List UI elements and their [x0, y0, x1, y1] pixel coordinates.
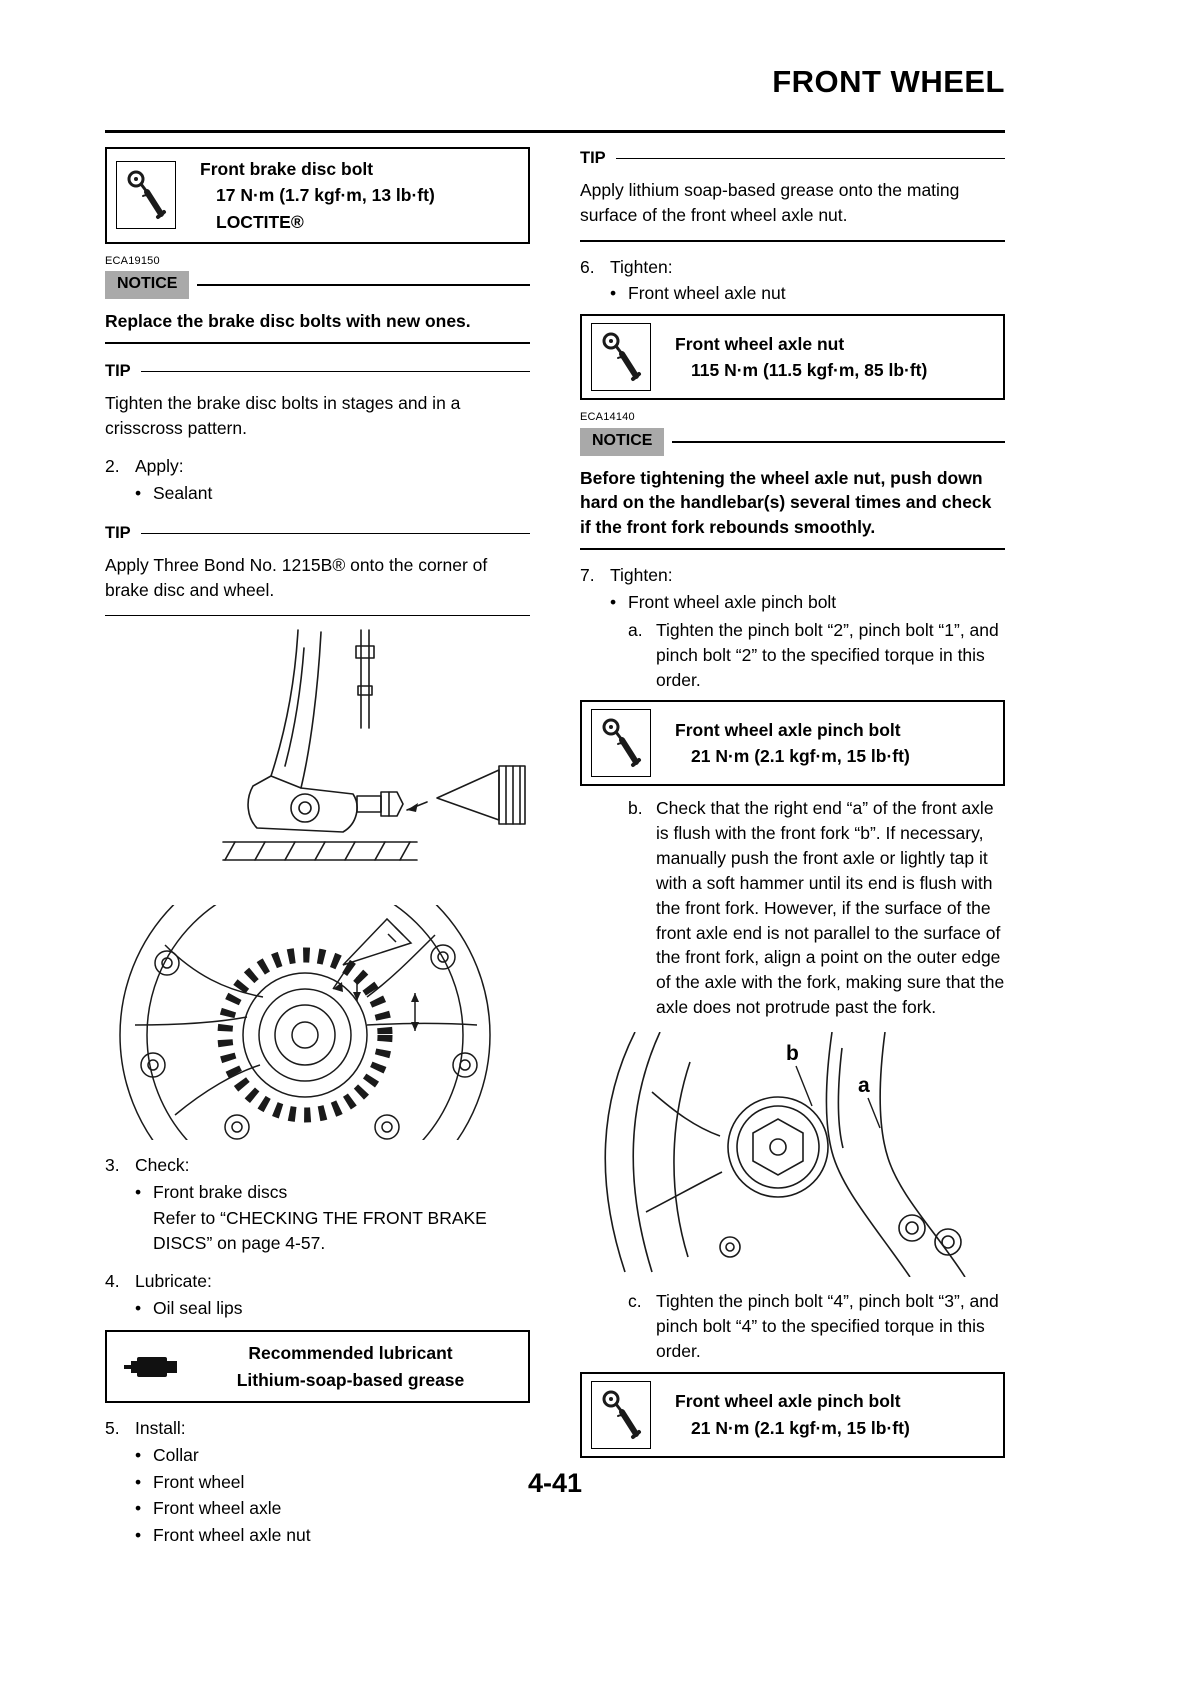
notice-badge: NOTICE	[580, 428, 664, 456]
step-title: Tighten:	[610, 256, 673, 277]
list-item	[105, 481, 530, 506]
notice-header	[580, 428, 1005, 456]
torque-wrench-icon	[591, 1381, 651, 1449]
spec-item-name: Front brake disc bolt	[200, 159, 374, 179]
step-number: 4.	[105, 1270, 120, 1291]
list-item-label: Front wheel axle nut	[153, 1525, 311, 1546]
header-divider	[105, 130, 1005, 133]
lubricant-spec-box	[105, 1330, 530, 1403]
step-5	[105, 1416, 530, 1441]
step-title: Install:	[135, 1417, 186, 1438]
notice-header	[105, 271, 530, 299]
list-item-label: Collar	[153, 1444, 199, 1465]
notice-rule	[672, 441, 1005, 443]
figure-label-b: b	[786, 1041, 799, 1065]
list-item	[580, 281, 1005, 306]
page-number: 4-41	[527, 1468, 583, 1498]
bullet-icon: •	[135, 1471, 142, 1492]
torque-spec-box-brake-disc	[105, 147, 530, 244]
spec-item-name: Front wheel axle pinch bolt	[675, 1391, 901, 1412]
spec-compound: LOCTITE®	[216, 211, 304, 232]
tip-rule	[141, 533, 530, 535]
notice-rule	[197, 284, 530, 286]
list-item	[580, 590, 1005, 615]
tip-label: TIP	[580, 149, 606, 167]
spec-torque-value: 115 N·m (11.5 kgf·m, 85 lb·ft)	[691, 360, 928, 381]
list-item	[105, 1296, 530, 1321]
axle-end-illustration	[580, 1032, 1005, 1277]
grease-gun-icon	[113, 1351, 191, 1383]
step-number: 3.	[105, 1155, 120, 1176]
spec-text-block	[651, 331, 997, 384]
step-title: Lubricate:	[135, 1270, 212, 1291]
step-3	[105, 1153, 530, 1178]
page-header	[105, 0, 1005, 100]
tip-header	[580, 147, 1005, 170]
tip-label: TIP	[105, 361, 131, 380]
torque-wrench-icon	[116, 161, 176, 229]
figure-label-a: a	[858, 1073, 870, 1097]
step-title: Check:	[135, 1155, 190, 1176]
spec-text-block	[651, 1388, 997, 1441]
step-6	[580, 255, 1005, 280]
spec-item-name: Front wheel axle pinch bolt	[675, 720, 901, 741]
torque-wrench-icon	[591, 323, 651, 391]
substep-text: Tighten the pinch bolt “4”, pinch bolt “3”, and pinch bolt “4” to the specified torque in this order.	[656, 1290, 999, 1361]
step-number: 2.	[105, 456, 120, 477]
substep-b	[580, 796, 1005, 1020]
list-item-label: Front wheel	[153, 1471, 245, 1492]
left-column	[105, 147, 530, 1548]
substep-text: Check that the right end “a” of the front axle is flush with the front fork “b”. If necessary, manually push the front axle or lightly tap it with a soft hammer until its end is flush with the front fork. However, if the surface of the front axle end is not parallel to the surface of the front fork, align a point on the outer edge of the axle with the fork, making sure that the axle does not protrude past the fork.	[656, 798, 1005, 1018]
right-column	[580, 147, 1005, 1548]
step-number: 5.	[105, 1417, 120, 1438]
list-item-label: Oil seal lips	[153, 1297, 243, 1318]
substep-c	[580, 1289, 1005, 1364]
torque-spec-box-axle-nut	[580, 314, 1005, 400]
bullet-icon: •	[135, 482, 142, 503]
list-item	[105, 1523, 530, 1548]
list-item-label: Front wheel axle	[153, 1498, 282, 1519]
tip-rule	[616, 158, 1005, 160]
list-item-label: Front wheel axle pinch bolt	[628, 592, 837, 612]
spec-torque-value: 17 N·m (1.7 kgf·m, 13 lb·ft)	[216, 185, 435, 206]
page-title: FRONT WHEEL	[772, 64, 1005, 99]
substep-text: Tighten the pinch bolt “2”, pinch bolt “1”, and pinch bolt “2” to the specified torque in this order.	[656, 619, 999, 690]
step-7	[580, 563, 1005, 588]
two-column-layout	[105, 147, 1005, 1548]
bullet-icon: •	[610, 592, 617, 612]
bullet-icon: •	[610, 283, 617, 304]
page-content	[105, 0, 1005, 1548]
lubricant-text-block	[191, 1340, 522, 1393]
substep-label: a.	[628, 619, 643, 640]
tip-end-rule	[105, 615, 530, 617]
torque-spec-box-pinch-bolt-2	[580, 1372, 1005, 1458]
list-item-label: Front wheel axle nut	[628, 283, 786, 304]
list-item	[105, 1496, 530, 1521]
fork-sealant-illustration	[105, 628, 530, 893]
lubricant-title: Recommended lubricant	[248, 1343, 453, 1364]
brake-disc-illustration	[105, 905, 530, 1140]
tip-text: Apply lithium soap-based grease onto the mating surface of the front wheel axle nut.	[580, 180, 960, 226]
tip-text: Apply Three Bond No. 1215B® onto the corner of brake disc and wheel.	[105, 555, 488, 600]
list-item	[105, 1443, 530, 1468]
substep-label: b.	[628, 798, 643, 819]
substep-label: c.	[628, 1290, 642, 1311]
tip-rule	[141, 371, 530, 373]
bullet-icon: •	[135, 1498, 142, 1519]
step-4	[105, 1269, 530, 1294]
step-2	[105, 454, 530, 479]
list-item	[105, 1180, 530, 1205]
step-title: Apply:	[135, 456, 184, 477]
bullet-icon: •	[135, 1297, 142, 1318]
tip-header	[105, 522, 530, 545]
bullet-icon: •	[135, 1525, 142, 1546]
notice-badge: NOTICE	[105, 271, 189, 299]
step-number: 6.	[580, 256, 595, 277]
torque-wrench-icon	[591, 709, 651, 777]
step-title: Tighten:	[610, 565, 673, 586]
tip-text: Tighten the brake disc bolts in stages and in a crisscross pattern.	[105, 393, 461, 439]
notice-text: Replace the brake disc bolts with new ones.	[105, 309, 530, 344]
eca-code: ECA19150	[105, 254, 160, 267]
lubricant-value: Lithium-soap-based grease	[236, 1369, 465, 1390]
cross-reference: Refer to “CHECKING THE FRONT BRAKE DISCS” on page 4-57.	[153, 1208, 487, 1253]
step-number: 7.	[580, 565, 595, 586]
substep-a	[580, 618, 1005, 693]
spec-text-block	[651, 717, 997, 770]
tip-end-rule	[580, 240, 1005, 242]
eca-code: ECA14140	[580, 411, 635, 424]
list-item-label: Sealant	[153, 482, 213, 503]
spec-torque-value: 21 N·m (2.1 kgf·m, 15 lb·ft)	[691, 746, 910, 767]
tip-header	[105, 360, 530, 383]
spec-item-name: Front wheel axle nut	[675, 334, 845, 355]
spec-text-block	[176, 156, 522, 235]
bullet-icon: •	[135, 1444, 142, 1465]
bullet-icon: •	[135, 1182, 142, 1203]
notice-text: Before tightening the wheel axle nut, push down hard on the handlebar(s) several times and check if the front fork rebounds smoothly.	[580, 466, 1005, 551]
torque-spec-box-pinch-bolt-1	[580, 700, 1005, 786]
tip-label: TIP	[105, 523, 131, 542]
spec-torque-value: 21 N·m (2.1 kgf·m, 15 lb·ft)	[691, 1417, 910, 1438]
list-item-label: Front brake discs	[153, 1182, 288, 1203]
